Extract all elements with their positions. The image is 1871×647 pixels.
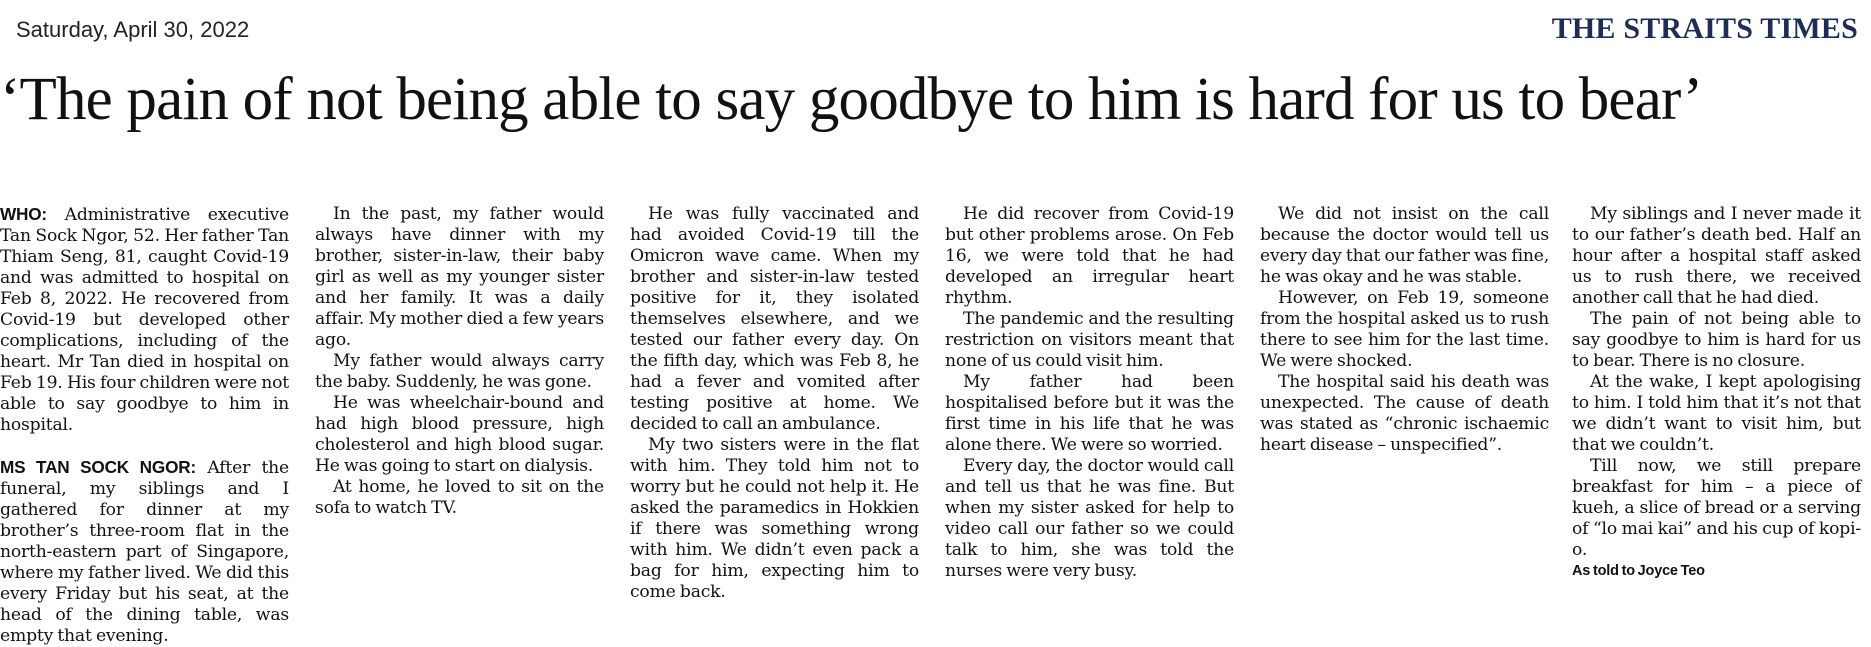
article-column-4 [945,204,1234,581]
body-paragraph: My father would always carry the baby. Suddenly, he was gone. [315,351,604,392]
article-body [0,204,1861,646]
article-column-3 [630,204,919,602]
body-paragraph: The pain of not being able to say goodbye to him is hard for us to bear. There is no closure. [1572,309,1861,371]
body-paragraph: We did not insist on the call because the doctor would tell us every day that our father was fine, he was okay and he was stable. [1260,204,1549,287]
body-paragraph: In the past, my father would always have dinner with my brother, sister-in-law, their baby girl as well as my younger sister and her family. It was a daily affair. My mother died a few years ago. [315,204,604,350]
body-paragraph: He was fully vaccinated and had avoided Covid-19 till the Omicron wave came. When my brother and sister-in-law tested positive for it, they isolated themselves elsewhere, and we tested our father every day. On the fifth day, which was Feb 8, he had a fever and vomited after testing positive at home. We decided to call an ambulance. [630,204,919,434]
body-paragraph: My father had been hospitalised before but it was the first time in his life that he was alone there. We were so worried. [945,372,1234,455]
speaker-paragraph [0,457,289,647]
article-column-1 [0,204,290,646]
body-paragraph: Till now, we still prepare breakfast for him – a piece of kueh, a slice of bread or a serving of “lo mai kai” and his cup of kopi-o. [1572,456,1861,560]
body-paragraph: However, on Feb 19, someone from the hospital asked us to rush there to see him for the last time. We were shocked. [1260,288,1549,371]
body-paragraph: My siblings and I never made it to our father’s death bed. Half an hour after a hospital staff asked us to rush there, we received another call that he had died. [1572,204,1861,308]
body-paragraph: He was wheelchair-bound and had high blood pressure, high cholesterol and high blood sugar. He was going to start on dialysis. [315,393,604,476]
issue-date: Saturday, April 30, 2022 [16,17,250,42]
speaker-text: After the funeral, my siblings and I gathered for dinner at my brother’s three-room flat in the north-eastern part of Singapore, where my father lived. We did this every Friday but his seat, at the head of the dining table, was empty that evening. [0,458,290,646]
who-label: WHO: [0,204,47,224]
body-paragraph: At home, he loved to sit on the sofa to watch TV. [315,477,604,518]
body-paragraph: The pandemic and the resulting restriction on visitors meant that none of us could visit him. [945,309,1234,371]
byline: As told to Joyce Teo [1572,563,1705,579]
body-paragraph: The hospital said his death was unexpected. The cause of death was stated as “chronic ischaemic heart disease – unspecified”. [1260,372,1549,455]
body-paragraph: My two sisters were in the flat with him. They told him not to worry but he could not help it. He asked the paramedics in Hokkien if there was something wrong with him. We didn’t even pack a bag for him, expecting him to come back. [630,435,919,602]
article-headline: ‘The pain of not being able to say goodbye to him is hard for us to bear’ [0,66,1703,133]
article-column-5 [1260,204,1549,539]
speaker-label: MS TAN SOCK NGOR: [0,457,196,477]
body-paragraph: Every day, the doctor would call and tell us that he was fine. But when my sister asked for help to video call our father so we could talk to him, she was told the nurses were very busy. [945,456,1234,581]
article-column-2 [315,204,604,539]
body-paragraph: At the wake, I kept apologising to him. I told him that it’s not that we didn’t want to visit him, but that we couldn’t. [1572,372,1861,455]
body-paragraph: He did recover from Covid-19 but other problems arose. On Feb 16, we were told that he had developed an irregular heart rhythm. [945,204,1234,308]
who-text: Administrative executive Tan Sock Ngor, 52. Her father Tan Thiam Seng, 81, caught Covid-19 and was admitted to hospital on Feb 8, 2022. He recovered from Covid-19 but developed other complications, including of the heart. Mr Tan died in hospital on Feb 19. His four children were not able to say goodbye to him in hospital. [0,205,290,435]
publication-masthead: THE STRAITS TIMES [1551,12,1858,45]
who-paragraph [0,204,289,436]
article-column-6 [1572,204,1861,579]
